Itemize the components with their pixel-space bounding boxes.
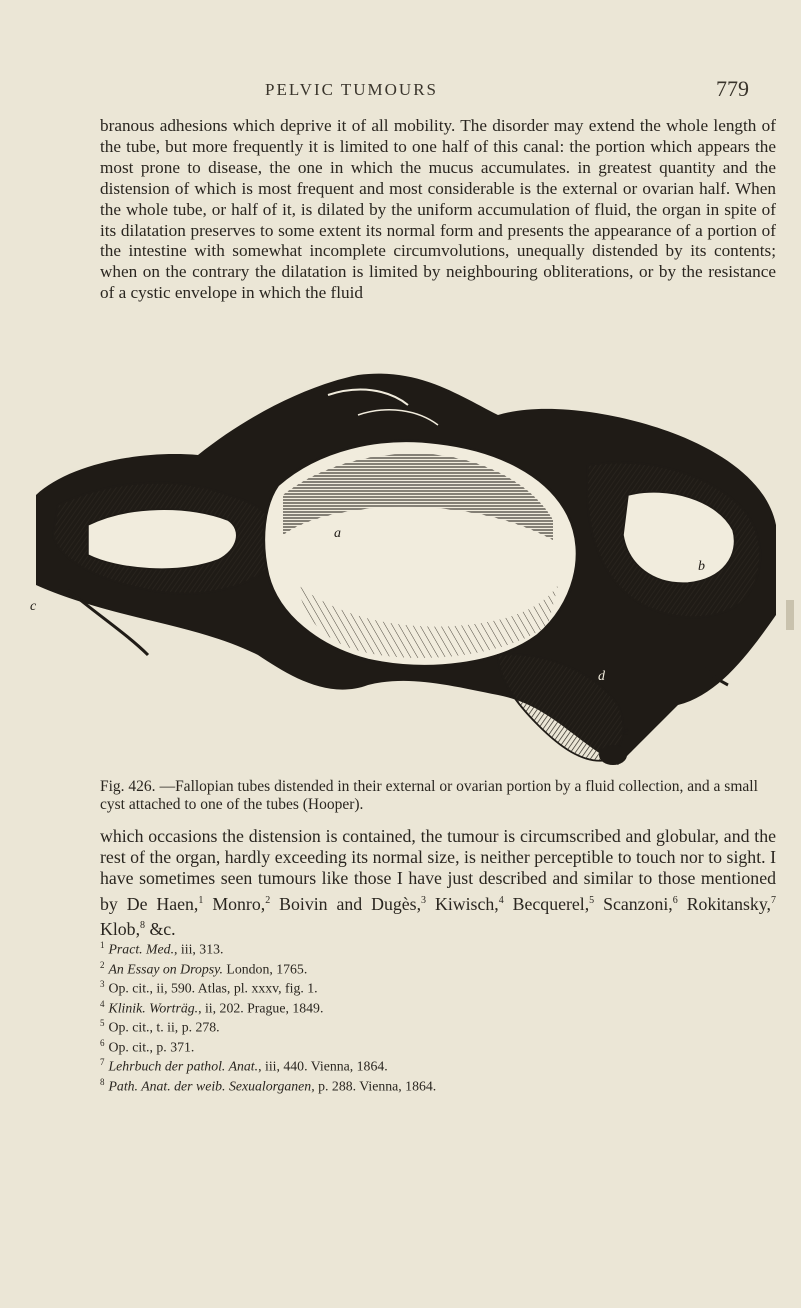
footnote-text: London, 1765. — [222, 961, 308, 977]
footnote-title: Pract. Med. — [108, 941, 175, 957]
footnote-number: 5 — [100, 1018, 105, 1028]
footnote-text: Op. cit., p. 371. — [108, 1039, 195, 1055]
paragraph-text: Rokitansky, — [677, 893, 771, 914]
footnotes-list — [100, 938, 776, 1094]
figure-label-a: a — [334, 526, 341, 541]
fallopian-tubes-engraving — [28, 355, 780, 775]
footnote-ref: 5 — [589, 894, 595, 906]
footnote-ref: 1 — [198, 894, 204, 906]
page-edge-mark — [786, 600, 794, 630]
paragraph-text: Klob, — [100, 918, 141, 939]
footnote-ref: 6 — [672, 894, 678, 906]
footnote-number: 4 — [100, 998, 105, 1009]
footnote-text: , iii, 440. Vienna, 1864. — [258, 1058, 388, 1074]
footnote-text: Op. cit., t. ii, p. 278. — [108, 1019, 220, 1035]
figure-label-b: b — [698, 559, 705, 574]
footnote-ref: 8 — [140, 919, 146, 931]
footnote-ref: 3 — [421, 894, 427, 906]
paragraph-text: Scanzoni, — [594, 893, 673, 914]
figure-label-e: e — [623, 724, 630, 739]
footnote — [100, 997, 776, 1017]
figure-label-d: d — [598, 669, 605, 684]
footnote-ref: 2 — [265, 894, 271, 906]
footnote-text: Op. cit., ii, 590. Atlas, pl. xxxv, fig. 1. — [108, 980, 318, 996]
paragraph-text: Monro, — [203, 893, 266, 914]
footnote — [100, 977, 776, 997]
paragraph-text: Boivin and Dugès, — [270, 893, 422, 914]
paragraph-text: &c. — [145, 918, 176, 939]
page-number: 779 — [716, 76, 749, 101]
footnote-text: , iii, 313. — [174, 941, 224, 957]
footnote — [100, 1075, 776, 1095]
footnote — [100, 958, 776, 978]
footnote-title: Klinik. Worträg. — [108, 1000, 199, 1016]
footnote-title: Path. Anat. der weib. Sexualorganen, — [108, 1078, 315, 1094]
footnote-title: An Essay on Dropsy. — [108, 961, 223, 977]
paragraph-text: which occasions the distension is contained, the tumour is circumscribed and globular, and the rest of the organ, hardly exceeding its normal size, is neither perceptible to touch nor to sight. I have sometimes seen tumours like those I have just described and similar to those mentioned by De Haen, — [100, 826, 776, 914]
footnote — [100, 938, 776, 958]
footnote-number: 7 — [100, 1057, 105, 1067]
body-paragraph-2 — [100, 826, 776, 940]
footnote — [100, 1055, 776, 1075]
footnote-text: p. 288. Vienna, 1864. — [314, 1078, 437, 1094]
body-paragraph-1: branous adhesions which deprive it of all mobility. The disorder may extend the whole length of the tube, but more frequently it is limited to one half of this canal: the portion which appears the most prone to disease, the one in which the mucus accumulates. in greatest quantity and the distension of which is most frequent and most considerable is the external or ovarian half. When the whole tube, or half of it, is dilated by the uniform accumulation of fluid, the organ in spite of its dilatation preserves to some extent its normal form and presents the appearance of a portion of the intestine with somewhat incomplete circumvolutions, unequally distended by its contents; when on the contrary the dilatation is limited by neighbouring obliterations, or by the resistance of a cystic envelope in which the fluid — [100, 116, 776, 303]
footnote-number: 3 — [100, 979, 105, 989]
footnote-ref: 4 — [498, 894, 504, 906]
paragraph-text: Kiwisch, — [426, 893, 499, 914]
footnote — [100, 1016, 776, 1036]
paragraph-text: Becquerel, — [503, 893, 590, 914]
footnote-number: 6 — [100, 1037, 105, 1048]
footnote-number: 2 — [100, 959, 105, 970]
running-title: PELVIC TUMOURS — [265, 80, 439, 99]
footnote-ref: 7 — [771, 894, 776, 906]
running-head — [0, 76, 801, 106]
figure-caption — [100, 778, 776, 814]
footnote-text: , ii, 202. Prague, 1849. — [198, 1000, 324, 1016]
anatomical-illustration — [28, 355, 780, 817]
footnote-number: 1 — [100, 940, 105, 950]
footnote-title: Lehrbuch der pathol. Anat. — [108, 1058, 259, 1074]
figure-number: Fig. 426. — [100, 778, 156, 795]
figure-label-c: c — [30, 599, 37, 614]
figure-caption-text: —Fallopian tubes distended in their external or ovarian portion by a fluid collection, and a small cyst attached to one of the tubes (Hooper). — [100, 778, 758, 813]
footnote-number: 8 — [100, 1076, 105, 1087]
footnote — [100, 1036, 776, 1056]
